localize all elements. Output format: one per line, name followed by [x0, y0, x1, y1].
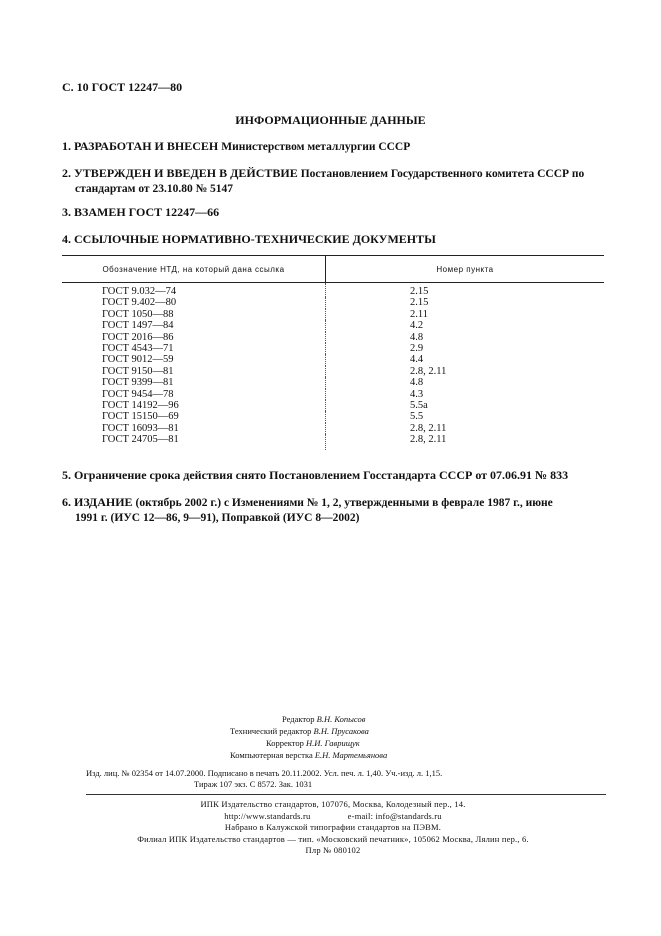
credit-person: В.Н. Копысов	[316, 714, 366, 724]
credit-line	[230, 737, 530, 749]
cell-clause: 2.8, 2.11	[410, 365, 447, 377]
table-row	[62, 309, 604, 320]
credit-role: Технический редактор	[230, 726, 312, 736]
cell-clause: 4.8	[410, 377, 424, 389]
item-4-lead: 4. ССЫЛОЧНЫЕ НОРМАТИВНО-ТЕХНИЧЕСКИЕ ДОКУМЕНТЫ	[62, 232, 436, 246]
publisher-block	[62, 799, 604, 857]
item-6-text: (октябрь 2002 г.) с Изменениями № 1, 2, утвержденными в феврале 1987 г., июне	[135, 497, 553, 509]
credit-person: Н.И. Гаврищук	[306, 738, 360, 748]
table-body	[62, 283, 604, 450]
cell-document: ГОСТ 24705—81	[62, 434, 326, 449]
cell-clause: 2.9	[410, 343, 424, 355]
table-row	[62, 320, 604, 331]
publisher-line-2: http://www.standards.ru e-mail: info@standards.ru	[224, 810, 442, 821]
table-row	[62, 377, 604, 388]
table-row	[62, 423, 604, 434]
item-1-text: Министерством металлургии СССР	[221, 141, 411, 153]
cell-document: ГОСТ 1050—88	[62, 309, 326, 320]
cell-clause: 2.15	[410, 286, 429, 297]
cell-document: ГОСТ 16093—81	[62, 423, 326, 434]
info-item-1	[62, 139, 602, 155]
item-6-lead: 6. ИЗДАНИЕ	[62, 495, 133, 509]
cell-document: ГОСТ 1497—84	[62, 320, 326, 331]
col-header-document: Обозначение НТД, на который дана ссылка	[62, 256, 326, 283]
credit-line	[230, 713, 530, 725]
item-5-lead: 5. Ограничение срока действия снято Постановлением Госстандарта СССР от 07.06.91 № 833	[62, 468, 569, 482]
publisher-line-1: ИПК Издательство стандартов, 107076, Москва, Колодезный пер., 14.	[200, 799, 466, 809]
credit-role: Редактор	[282, 714, 315, 724]
credit-person: В.Н. Прусакова	[313, 726, 369, 736]
cell-document: ГОСТ 4543—71	[62, 343, 326, 354]
table-row	[62, 389, 604, 400]
publisher-line-5: Плр № 080102	[305, 845, 361, 856]
cell-document: ГОСТ 9454—78	[62, 389, 326, 400]
credits-block	[230, 713, 530, 761]
item-2-text-cont: стандартам от 23.10.80 № 5147	[75, 183, 234, 195]
page-header: С. 10 ГОСТ 12247—80	[62, 80, 183, 94]
cell-document: ГОСТ 9012—59	[62, 354, 326, 365]
cell-document: ГОСТ 9.402—80	[62, 297, 326, 308]
credit-role: Компьютерная верстка	[230, 750, 313, 760]
table-row	[62, 283, 604, 298]
item-6-text-cont: 1991 г. (ИУС 12—86, 9—91), Поправкой (ИУС 8—2002)	[75, 512, 360, 524]
table-row	[62, 366, 604, 377]
cell-document: ГОСТ 15150—69	[62, 411, 326, 422]
cell-document: ГОСТ 9150—81	[62, 366, 326, 377]
cell-document: ГОСТ 9399—81	[62, 377, 326, 388]
info-item-4	[62, 232, 602, 247]
references-table	[62, 255, 604, 450]
credit-person: Е.Н. Мартемьянова	[314, 750, 388, 760]
cell-clause: 4.8	[410, 331, 424, 343]
cell-clause: 4.4	[410, 354, 424, 366]
publisher-line-3: Набрано в Калужской типографии стандартов на ПЭВМ.	[224, 822, 442, 833]
cell-clause: 2.8, 2.11	[410, 422, 447, 434]
item-3-lead: 3. ВЗАМЕН ГОСТ 12247—66	[62, 205, 220, 219]
cell-clause: 2.8, 2.11	[410, 434, 447, 446]
info-item-3	[62, 205, 602, 220]
table-row	[62, 343, 604, 354]
cell-document: ГОСТ 14192—96	[62, 400, 326, 411]
imprint-block	[86, 768, 606, 790]
info-item-5	[62, 468, 602, 483]
cell-clause: 5.5а	[410, 400, 428, 412]
credit-role: Корректор	[266, 738, 304, 748]
table-header-row	[62, 256, 604, 283]
cell-clause: 4.2	[410, 320, 424, 332]
imprint-line-2: Тираж 107 экз. С 8572. Зак. 1031	[194, 779, 313, 789]
table-row	[62, 354, 604, 365]
imprint-line-1: Изд. лиц. № 02354 от 14.07.2000. Подписано в печать 20.11.2002. Усл. печ. л. 1,40. Уч.-изд. л. 1,15.	[86, 768, 443, 778]
col-header-clause: Номер пункта	[326, 256, 605, 283]
divider	[86, 794, 606, 795]
cell-clause: 2.15	[410, 297, 429, 309]
cell-clause: 4.3	[410, 388, 424, 400]
publisher-line-4: Филиал ИПК Издательство стандартов — тип. «Московский печатник», 105062 Москва, Лялин пер., 6.	[137, 833, 529, 844]
item-2-lead: 2. УТВЕРЖДЕН И ВВЕДЕН В ДЕЙСТВИЕ	[62, 166, 298, 180]
info-item-2	[62, 166, 602, 197]
table-row	[62, 332, 604, 343]
item-2-text: Постановлением Государственного комитета СССР по	[300, 168, 585, 180]
cell-document: ГОСТ 2016—86	[62, 332, 326, 343]
cell-document: ГОСТ 9.032—74	[62, 283, 326, 298]
table-row	[62, 297, 604, 308]
table-row	[62, 400, 604, 411]
table-row	[62, 411, 604, 422]
cell-clause: 5.5	[410, 411, 424, 423]
credit-line	[230, 725, 530, 737]
credit-line	[230, 749, 530, 761]
item-1-lead: 1. РАЗРАБОТАН И ВНЕСЕН	[62, 139, 219, 153]
table-row	[62, 434, 604, 449]
section-title: ИНФОРМАЦИОННЫЕ ДАННЫЕ	[235, 113, 426, 127]
info-item-6	[62, 495, 602, 526]
cell-clause: 2.11	[410, 308, 428, 320]
